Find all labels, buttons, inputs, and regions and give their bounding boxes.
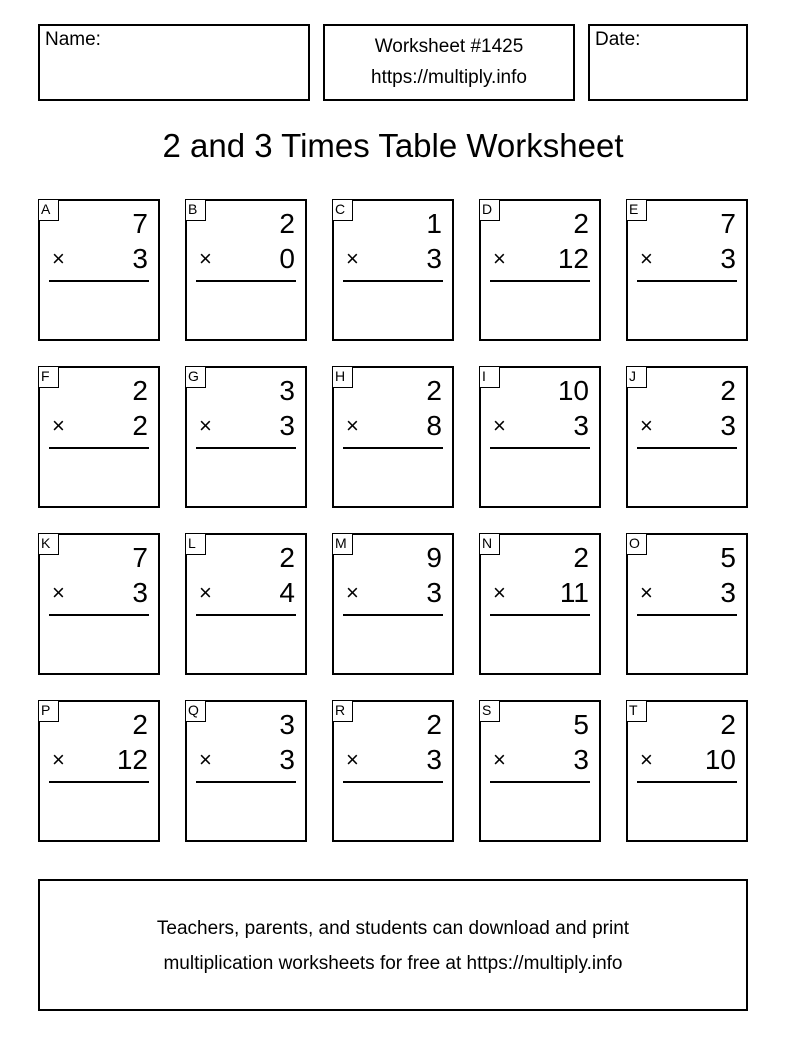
answer-line bbox=[343, 280, 443, 282]
worksheet-url: https://multiply.info bbox=[371, 67, 527, 88]
page-title: 2 and 3 Times Table Worksheet bbox=[162, 127, 624, 164]
multiplicand: 2 bbox=[573, 542, 589, 573]
multiplier: 3 bbox=[132, 243, 148, 274]
answer-line bbox=[637, 781, 737, 783]
problem-letter: K bbox=[38, 533, 59, 555]
problem-letter: S bbox=[479, 700, 500, 722]
multiplicand: 2 bbox=[132, 375, 148, 406]
multiplicand: 3 bbox=[279, 375, 295, 406]
multiplicand: 3 bbox=[279, 709, 295, 740]
problem-card bbox=[332, 199, 454, 341]
multiplicand: 2 bbox=[132, 709, 148, 740]
multiplier: 3 bbox=[426, 744, 442, 775]
problem-card bbox=[479, 533, 601, 675]
problem-card bbox=[38, 700, 160, 842]
worksheet-number: Worksheet #1425 bbox=[374, 36, 524, 57]
problem-letter: T bbox=[626, 700, 647, 722]
problem-letter: M bbox=[332, 533, 353, 555]
times-sign: × bbox=[346, 413, 359, 438]
problem-card bbox=[332, 700, 454, 842]
multiplicand: 2 bbox=[720, 375, 736, 406]
problem-letter: Q bbox=[185, 700, 206, 722]
answer-line bbox=[637, 447, 737, 449]
multiplicand: 7 bbox=[720, 208, 736, 239]
multiplier: 0 bbox=[279, 243, 295, 274]
answer-line bbox=[49, 447, 149, 449]
multiplier: 8 bbox=[426, 410, 442, 441]
multiplicand: 9 bbox=[426, 542, 442, 573]
multiplier: 3 bbox=[573, 410, 589, 441]
problem-letter: R bbox=[332, 700, 353, 722]
answer-line bbox=[343, 614, 443, 616]
problem-letter: H bbox=[332, 366, 353, 388]
problem-letter: E bbox=[626, 199, 647, 221]
multiplier: 3 bbox=[720, 410, 736, 441]
multiplier: 10 bbox=[704, 744, 736, 775]
problem-card bbox=[332, 533, 454, 675]
multiplier: 12 bbox=[557, 243, 589, 274]
multiplier: 2 bbox=[132, 410, 148, 441]
answer-line bbox=[49, 614, 149, 616]
problem-letter: L bbox=[185, 533, 206, 555]
problem-letter: I bbox=[479, 366, 500, 388]
name-label: Name: bbox=[45, 29, 101, 50]
multiplicand: 2 bbox=[279, 208, 295, 239]
times-sign: × bbox=[493, 246, 506, 271]
problem-card bbox=[185, 700, 307, 842]
times-sign: × bbox=[199, 580, 212, 605]
problem-card bbox=[38, 533, 160, 675]
times-sign: × bbox=[199, 246, 212, 271]
multiplier: 12 bbox=[116, 744, 148, 775]
times-sign: × bbox=[640, 580, 653, 605]
multiplier: 4 bbox=[279, 577, 295, 608]
answer-line bbox=[196, 447, 296, 449]
problem-letter: G bbox=[185, 366, 206, 388]
times-sign: × bbox=[493, 747, 506, 772]
multiplicand: 7 bbox=[132, 208, 148, 239]
problem-card bbox=[185, 199, 307, 341]
problem-card bbox=[38, 199, 160, 341]
times-sign: × bbox=[493, 580, 506, 605]
problem-card bbox=[332, 366, 454, 508]
multiplicand: 2 bbox=[573, 208, 589, 239]
answer-line bbox=[343, 447, 443, 449]
answer-line bbox=[490, 614, 590, 616]
times-sign: × bbox=[52, 747, 65, 772]
answer-line bbox=[490, 280, 590, 282]
problem-letter: O bbox=[626, 533, 647, 555]
multiplicand: 2 bbox=[426, 709, 442, 740]
multiplier: 11 bbox=[559, 577, 589, 608]
answer-line bbox=[196, 781, 296, 783]
footer-line-2: multiplication worksheets for free at https://multiply.info bbox=[163, 953, 623, 974]
multiplicand: 1 bbox=[426, 208, 442, 239]
times-sign: × bbox=[52, 413, 65, 438]
times-sign: × bbox=[199, 747, 212, 772]
multiplier: 3 bbox=[426, 243, 442, 274]
problem-card bbox=[479, 366, 601, 508]
times-sign: × bbox=[640, 413, 653, 438]
multiplier: 3 bbox=[720, 577, 736, 608]
footer-box bbox=[38, 879, 748, 1011]
multiplier: 3 bbox=[426, 577, 442, 608]
problem-card bbox=[185, 366, 307, 508]
times-sign: × bbox=[640, 246, 653, 271]
multiplicand: 2 bbox=[279, 542, 295, 573]
problem-letter: J bbox=[626, 366, 647, 388]
problem-card bbox=[479, 700, 601, 842]
problem-letter: F bbox=[38, 366, 59, 388]
answer-line bbox=[49, 280, 149, 282]
answer-line bbox=[49, 781, 149, 783]
times-sign: × bbox=[52, 246, 65, 271]
times-sign: × bbox=[52, 580, 65, 605]
problem-card bbox=[626, 366, 748, 508]
answer-line bbox=[196, 614, 296, 616]
problem-card bbox=[626, 199, 748, 341]
problem-letter: P bbox=[38, 700, 59, 722]
times-sign: × bbox=[199, 413, 212, 438]
problem-card bbox=[626, 533, 748, 675]
problem-letter: B bbox=[185, 199, 206, 221]
times-sign: × bbox=[640, 747, 653, 772]
problem-letter: A bbox=[38, 199, 59, 221]
times-sign: × bbox=[346, 747, 359, 772]
multiplicand: 7 bbox=[132, 542, 148, 573]
problem-letter: C bbox=[332, 199, 353, 221]
problem-card bbox=[185, 533, 307, 675]
problem-card bbox=[38, 366, 160, 508]
answer-line bbox=[490, 781, 590, 783]
multiplier: 3 bbox=[720, 243, 736, 274]
date-label: Date: bbox=[595, 29, 641, 50]
multiplier: 3 bbox=[573, 744, 589, 775]
answer-line bbox=[637, 280, 737, 282]
multiplier: 3 bbox=[132, 577, 148, 608]
multiplicand: 5 bbox=[573, 709, 589, 740]
problem-letter: N bbox=[479, 533, 500, 555]
times-sign: × bbox=[346, 246, 359, 271]
answer-line bbox=[196, 280, 296, 282]
multiplicand: 10 bbox=[557, 375, 589, 406]
multiplicand: 2 bbox=[426, 375, 442, 406]
problem-card bbox=[479, 199, 601, 341]
times-sign: × bbox=[493, 413, 506, 438]
answer-line bbox=[637, 614, 737, 616]
multiplier: 3 bbox=[279, 744, 295, 775]
footer-line-1: Teachers, parents, and students can download and print bbox=[156, 918, 630, 939]
problem-letter: D bbox=[479, 199, 500, 221]
multiplicand: 2 bbox=[720, 709, 736, 740]
footer-text bbox=[40, 911, 746, 981]
answer-line bbox=[343, 781, 443, 783]
problem-card bbox=[626, 700, 748, 842]
times-sign: × bbox=[346, 580, 359, 605]
answer-line bbox=[490, 447, 590, 449]
multiplicand: 5 bbox=[720, 542, 736, 573]
multiplier: 3 bbox=[279, 410, 295, 441]
